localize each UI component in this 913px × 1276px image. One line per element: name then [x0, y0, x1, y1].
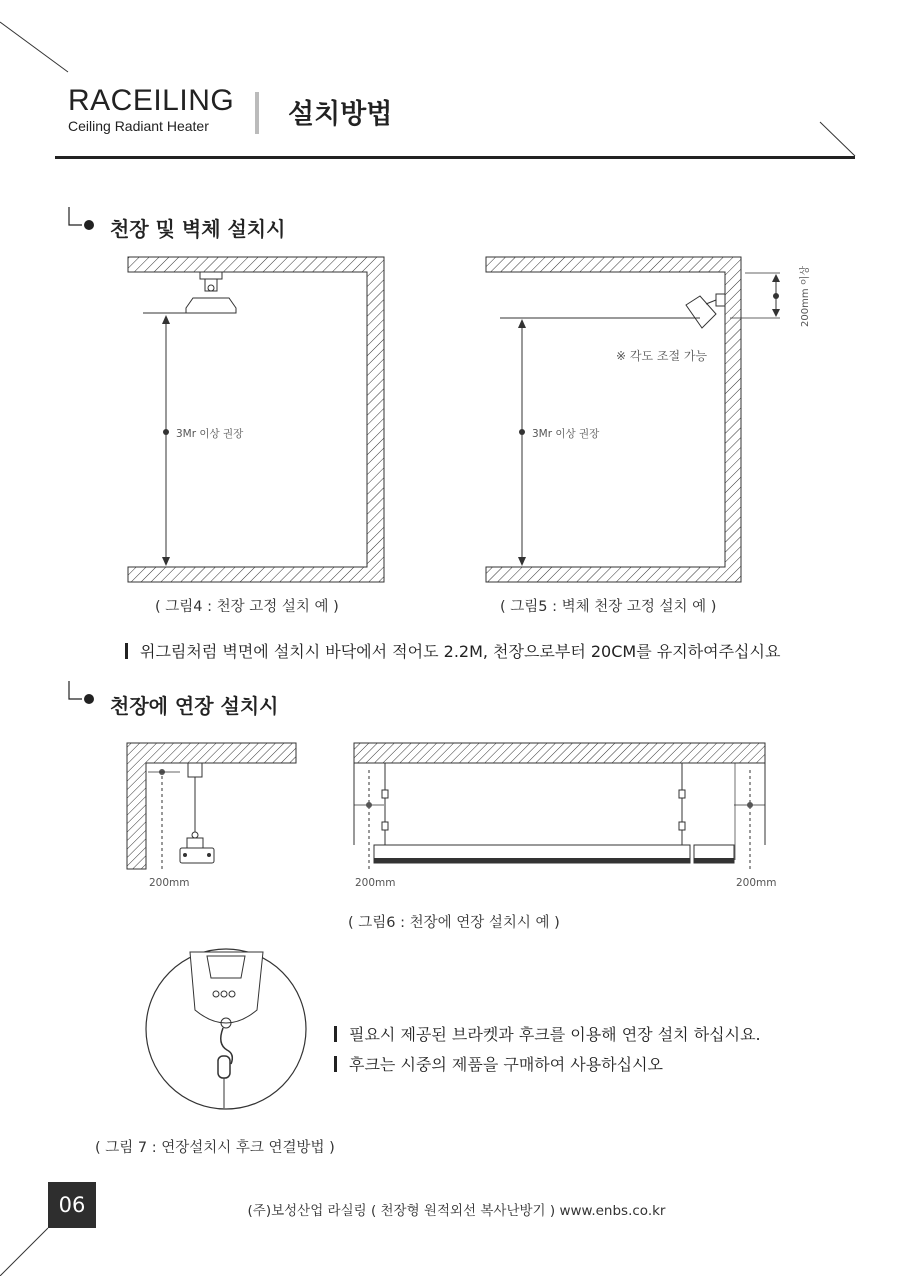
page-number: 06	[48, 1182, 96, 1228]
fig6-caption: ( 그림6 : 천장에 연장 설치시 예 )	[348, 915, 560, 931]
fig4-caption: ( 그림4 : 천장 고정 설치 예 )	[155, 599, 339, 615]
fig5-offset-label: 200mm 이상	[800, 265, 811, 327]
footer-text: (주)보성산업 라실링 ( 천장형 원적외선 복사난방기 ) www.enbs.co.kr	[247, 1203, 666, 1219]
fig7-caption: ( 그림 7 : 연장설치시 후크 연결방법 )	[95, 1140, 335, 1156]
hook-detail-drawing	[145, 948, 310, 1113]
section2-note-1	[334, 1022, 761, 1045]
section2-note-1-text: 필요시 제공된 브라켓과 후크를 이용해 연장 설치 하십시요.	[349, 1025, 761, 1044]
brand-name: RACEILING	[68, 84, 235, 117]
hanging-wire-right	[679, 763, 685, 845]
fig4-height-label: 3Mr 이상 권장	[176, 428, 244, 440]
fig5-height-label: 3Mr 이상 권장	[532, 428, 600, 440]
section-title-extension: 천장에 연장 설치시	[110, 694, 279, 718]
fig6-left-offset: 200mm	[149, 877, 190, 889]
fig6-right-offset: 200mm	[736, 877, 777, 889]
section1-note-text: 위그림처럼 벽면에 설치시 바닥에서 적어도 2.2M, 천장으로부터 20CM를 유지하여주십시요	[140, 642, 781, 661]
long-heater-panel	[374, 845, 734, 863]
section2-note-2-text: 후크는 시중의 제품을 구매하여 사용하십시오	[349, 1055, 664, 1074]
fig5-caption: ( 그림5 : 벽체 천장 고정 설치 예 )	[500, 599, 717, 615]
fig5-angle-note: ※ 각도 조절 가능	[616, 349, 708, 363]
bottom-left-corner-line	[0, 1228, 48, 1276]
fig6-mid-offset: 200mm	[355, 877, 396, 889]
section2-note-2	[334, 1052, 663, 1075]
section-title-ceiling-wall: 천장 및 벽체 설치시	[110, 217, 286, 241]
page-title: 설치방법	[288, 99, 393, 130]
note-bar	[334, 1056, 337, 1072]
hanging-wire-left	[382, 763, 388, 845]
brand-subtitle: Ceiling Radiant Heater	[68, 118, 209, 134]
fig6-long-ceiling	[354, 743, 765, 845]
note-bar	[334, 1026, 337, 1042]
small-heater-icon	[180, 763, 214, 863]
